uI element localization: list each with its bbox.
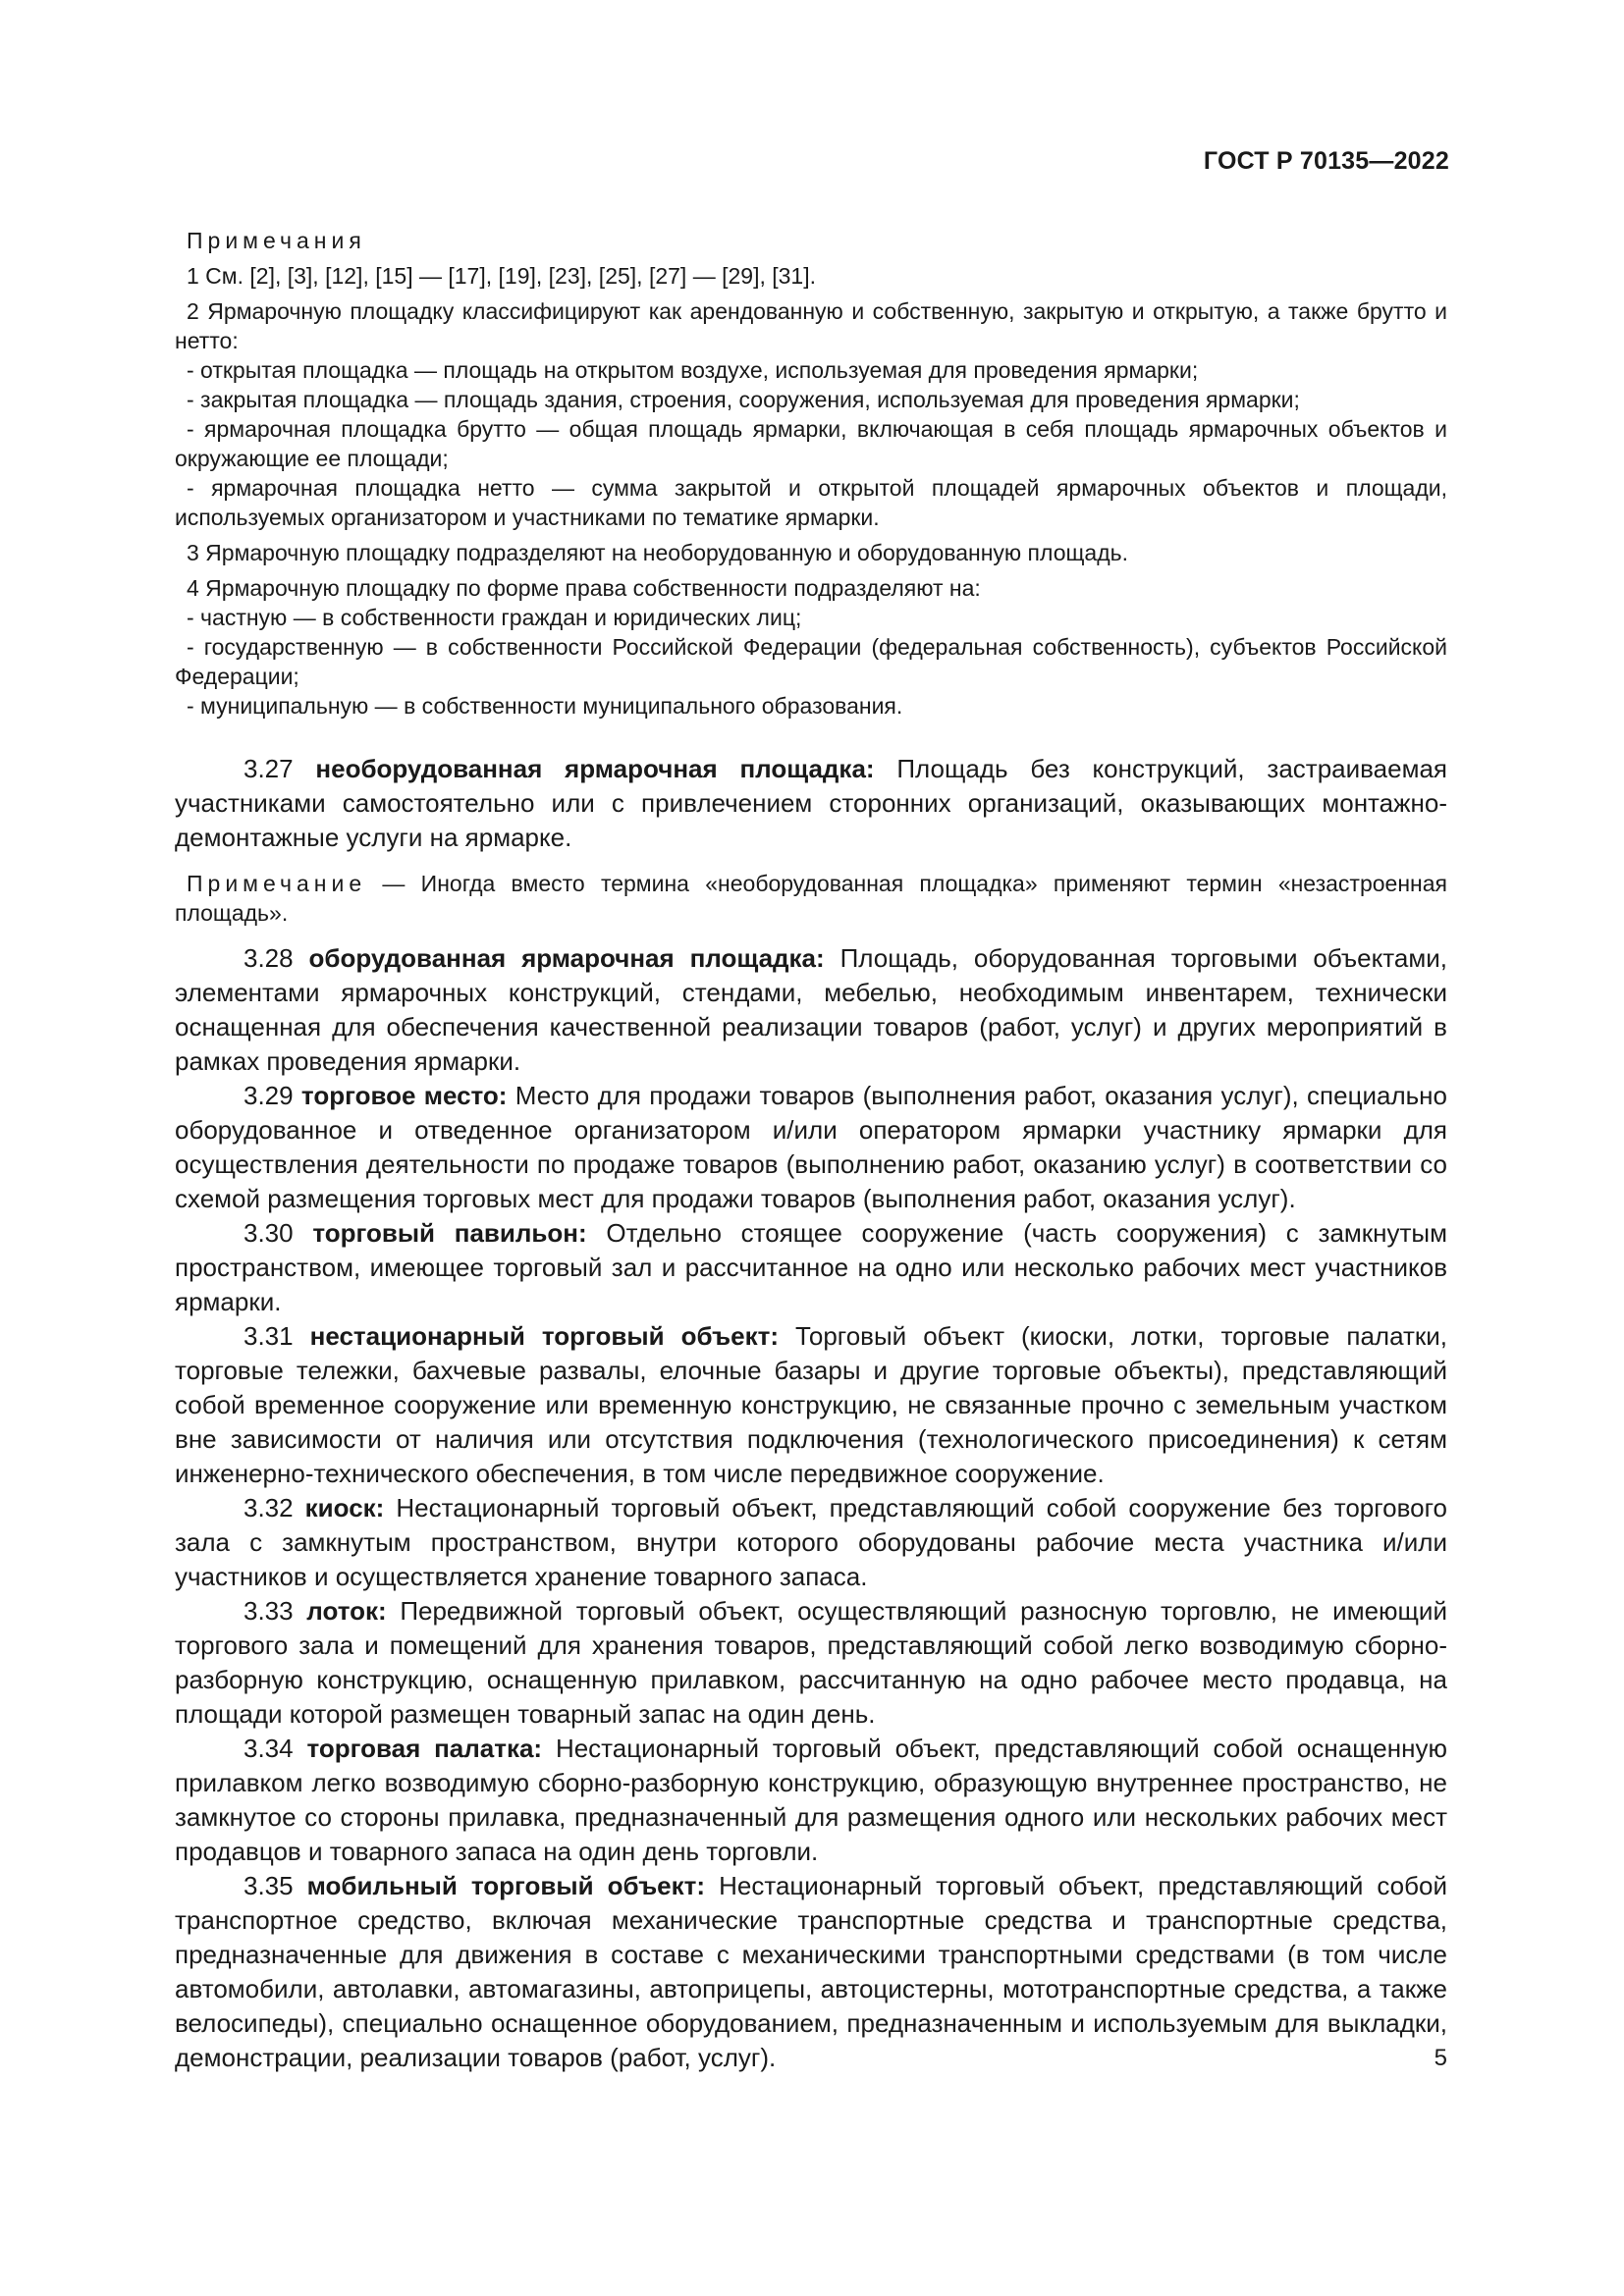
term-name: мобильный торговый объект: <box>306 1871 706 1900</box>
term-name: оборудованная ярмарочная площадка: <box>308 943 825 973</box>
term-number: 3.32 <box>244 1493 294 1522</box>
note-2-item: - открытая площадка — площадь на открытом воздухе, используемая для проведения ярмарки; <box>187 357 1199 383</box>
term-number: 3.28 <box>244 943 294 973</box>
term-3-27-note <box>175 869 1447 928</box>
term-3-34 <box>175 1732 1447 1869</box>
term-3-31 <box>175 1319 1447 1491</box>
standard-designation: ГОСТ Р 70135—2022 <box>1203 147 1449 175</box>
term-name: торговая палатка: <box>306 1734 543 1763</box>
term-number: 3.31 <box>244 1321 294 1351</box>
term-name: необорудованная ярмарочная площадка: <box>315 754 875 783</box>
term-3-32 <box>175 1491 1447 1594</box>
note-4-item: - государственную — в собственности Российской Федерации (федеральная собственность), субъектов Российской Федерации; <box>175 634 1447 689</box>
term-name: нестационарный торговый объект: <box>309 1321 780 1351</box>
term-3-35 <box>175 1869 1447 2075</box>
term-number: 3.30 <box>244 1218 294 1248</box>
note-label: Примечание <box>187 871 367 896</box>
term-number: 3.27 <box>244 754 294 783</box>
term-definition: Нестационарный торговый объект, представляющий собой оснащенную прилавком легко возводимую сборно-разборную конструкцию, образующую внутреннее пространство, не замкнутое со стороны прилавка, предназначенный для размещения одного или нескольких рабочих мест продавцов и товарного запаса на один день торговли. <box>175 1734 1447 1866</box>
term-name: торговое место: <box>300 1081 508 1110</box>
term-3-27 <box>175 752 1447 855</box>
note-2-item: - ярмарочная площадка брутто — общая площадь ярмарки, включающая в себя площадь ярмарочных объектов и окружающие ее площади; <box>175 416 1447 471</box>
term-name: киоск: <box>304 1493 385 1522</box>
term-number: 3.33 <box>244 1596 294 1626</box>
term-definition: Место для продажи товаров (выполнения работ, оказания услуг), специально оборудованное и отведенное организатором и/или оператором ярмарки участнику ярмарки для осуществления деятельности по продаже товаров (выполнению работ, оказанию услуг) в соответствии со схемой размещения торговых мест для продажи товаров (выполнения работ, оказания услуг). <box>175 1081 1447 1213</box>
term-3-33 <box>175 1594 1447 1732</box>
term-number: 3.34 <box>244 1734 294 1763</box>
note-4-item: - муниципальную — в собственности муниципального образования. <box>187 693 903 719</box>
term-name: торговый павильон: <box>312 1218 587 1248</box>
note-3: 3 Ярмарочную площадку подразделяют на необорудованную и оборудованную площадь. <box>187 540 1128 565</box>
note-4: 4 Ярмарочную площадку по форме права собственности подразделяют на: <box>187 575 981 601</box>
notes-title: Примечания <box>187 228 366 253</box>
term-definition: Нестационарный торговый объект, представляющий собой транспортное средство, включая механические транспортные средства и транспортные средства, предназначенные для движения в составе с механическими транспортными средствами (в том числе автомобили, автолавки, автомагазины, автоприцепы, автоцистерны, мототранспортные средства, а также велосипеды), специально оснащенное оборудованием, предназначенным и используемым для выкладки, демонстрации, реализации товаров (работ, услуг). <box>175 1871 1448 2072</box>
term-definition: Торговый объект (киоски, лотки, торговые палатки, торговые тележки, бахчевые развалы, елочные базары и другие торговые объекты), представляющий собой временное сооружение или временную конструкцию, не связанные прочно с земельным участком вне зависимости от наличия или отсутствия подключения (технологического присоединения) к сетям инженерно-технического обеспечения, в том числе передвижное сооружение. <box>175 1321 1448 1488</box>
page-number: 5 <box>1434 2045 1447 2071</box>
note-text: — Иногда вместо термина «необорудованная площадка» применяют термин «незастроенная площадь». <box>175 871 1447 926</box>
notes-block <box>175 226 1447 721</box>
term-number: 3.35 <box>244 1871 294 1900</box>
term-3-29 <box>175 1079 1447 1216</box>
note-1: 1 См. [2], [3], [12], [15] — [17], [19], [23], [25], [27] — [29], [31]. <box>187 263 816 289</box>
terms-body <box>175 752 1447 2075</box>
term-3-28 <box>175 941 1447 1079</box>
note-2-item: - закрытая площадка — площадь здания, строения, сооружения, используемая для проведения ярмарки; <box>187 387 1300 412</box>
note-2-item: - ярмарочная площадка нетто — сумма закрытой и открытой площадей ярмарочных объектов и площади, используемых организатором и участниками по тематике ярмарки. <box>175 475 1447 530</box>
note-4-item: - частную — в собственности граждан и юридических лиц; <box>187 605 802 630</box>
term-definition: Площадь без конструкций, застраиваемая участниками самостоятельно или с привлечением сторонних организаций, оказывающих монтажно-демонтажные услуги на ярмарке. <box>175 754 1447 852</box>
term-definition: Передвижной торговый объект, осуществляющий разносную торговлю, не имеющий торгового зала и помещений для хранения товаров, представляющий собой легко возводимую сборно-разборную конструкцию, оснащенную прилавком, рассчитанную на одно рабочее место продавца, на площади которой размещен товарный запас на один день. <box>175 1596 1447 1729</box>
term-name: лоток: <box>306 1596 387 1626</box>
term-definition: Нестационарный торговый объект, представляющий собой сооружение без торгового зала с замкнутым пространством, внутри которого оборудованы рабочие места участника и/или участников и осуществляется хранение товарного запаса. <box>175 1493 1447 1591</box>
term-definition: Площадь, оборудованная торговыми объектами, элементами ярмарочных конструкций, стендами, мебелью, необходимым инвентарем, технически оснащенная для обеспечения качественной реализации товаров (работ, услуг) и других мероприятий в рамках проведения ярмарки. <box>175 943 1447 1076</box>
term-3-30 <box>175 1216 1447 1319</box>
note-2: 2 Ярмарочную площадку классифицируют как арендованную и собственную, закрытую и открытую, а также брутто и нетто: <box>175 298 1447 353</box>
term-definition: Отдельно стоящее сооружение (часть сооружения) с замкнутым пространством, имеющее торговый зал и рассчитанное на одно или несколько рабочих мест участников ярмарки. <box>175 1218 1447 1316</box>
term-number: 3.29 <box>244 1081 294 1110</box>
